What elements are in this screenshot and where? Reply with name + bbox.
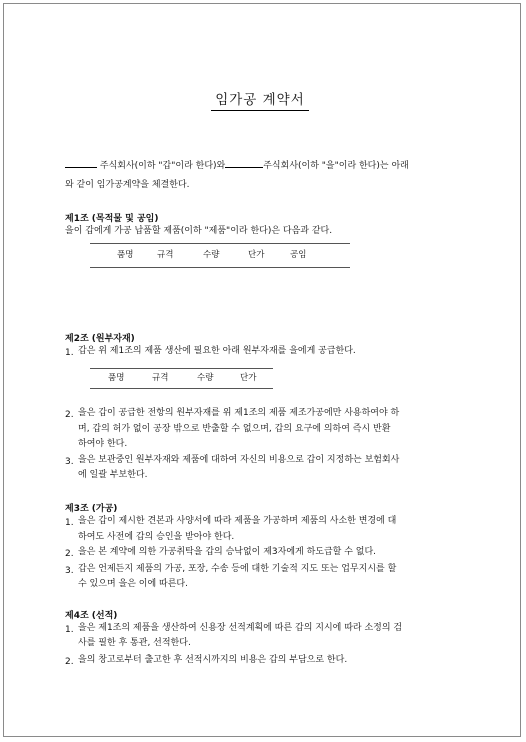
article2-item-3-line-2: 에 일괄 부보한다. [78,470,148,480]
col-price: 단가 [248,250,265,260]
intro-company-a: 주식회사(이하 "갑"이라 한다)와 [99,161,226,171]
article3-num-2: 2. [65,549,74,559]
article2-item-3-line-1: 을은 보관중인 원부자재와 제품에 대하여 자신의 비용으로 갑이 지정하는 보험회사 [78,455,400,465]
article2-item-2-line-3: 하여야 한다. [78,439,128,449]
article3-item-3-line-1: 갑은 언제든지 제품의 가공, 포장, 수송 등에 대한 기술적 지도 또는 업무지시를 할 [78,564,397,574]
article4-heading: 제4조 (선적) [65,611,118,621]
article4-item-2: 을의 창고로부터 출고한 후 선적시까지의 비용은 갑의 부담으로 한다. [78,655,348,665]
article3-num-1: 1. [65,518,74,528]
col-labor: 공임 [290,250,307,260]
intro-line-2: 와 같이 임가공계약을 체결한다. [65,180,190,190]
title-text: 임가공 계약서 [211,92,309,111]
col-qty: 수량 [197,373,214,383]
article2-item-1: 갑은 위 제1조의 제품 생산에 필요한 아래 원부자재를 을에게 공급한다. [78,346,356,356]
col-name: 품명 [108,373,125,383]
article4-item-1-line-2: 사를 필한 후 통관, 선적한다. [78,638,191,648]
article3-heading: 제3조 (가공) [65,504,118,514]
article3-item-2: 을은 본 계약에 의한 가공취탁을 갑의 승낙없이 제3자에게 하도급할 수 없다. [78,547,377,557]
col-spec: 규격 [152,373,169,383]
document-title [0,88,520,108]
article2-num-1: 1. [65,348,74,358]
col-price: 단가 [240,373,257,383]
col-name: 품명 [117,250,134,260]
article4-num-2: 2. [65,657,74,667]
intro-company-b: 주식회사(이하 "을"이라 한다)는 아래 [263,161,409,171]
article1-table-header [90,243,350,268]
blank-company-a [65,158,97,168]
article3-num-3: 3. [65,566,74,576]
col-qty: 수량 [203,250,220,260]
article4-item-1-line-1: 을은 제1조의 제품을 생산하여 신용장 선적계획에 따른 갑의 지시에 따라 소정의 검 [78,623,403,633]
intro-line-1 [65,158,409,175]
article2-num-3: 3. [65,457,74,467]
article3-item-1-line-2: 하여도 사전에 갑의 승인을 받아야 한다. [78,532,235,542]
article3-item-3-line-2: 수 있으며 을은 이에 따른다. [78,579,188,589]
article2-heading: 제2조 (원부자재) [65,334,135,344]
article1-heading: 제1조 (목적물 및 공임) [65,214,159,224]
article3-item-1-line-1: 을은 갑이 제시한 견본과 사양서에 따라 제품을 가공하며 제품의 사소한 변경에 대 [78,516,397,526]
article2-item-2-line-1: 을은 갑이 공급한 전항의 원부자재를 위 제1조의 제품 제조가공에만 사용하여야 하 [78,408,400,418]
col-spec: 규격 [157,250,174,260]
article2-num-2: 2. [65,410,74,420]
article4-num-1: 1. [65,625,74,635]
article2-table-header [90,368,273,389]
article2-item-2-line-2: 며, 갑의 허가 없이 공장 밖으로 반출할 수 없으며, 갑의 요구에 의하여 즉시 반환 [78,424,391,434]
article1-text: 을이 갑에게 가공 납품할 제품(이하 "제품"이라 한다)은 다음과 같다. [65,226,333,236]
blank-company-b [225,158,263,168]
